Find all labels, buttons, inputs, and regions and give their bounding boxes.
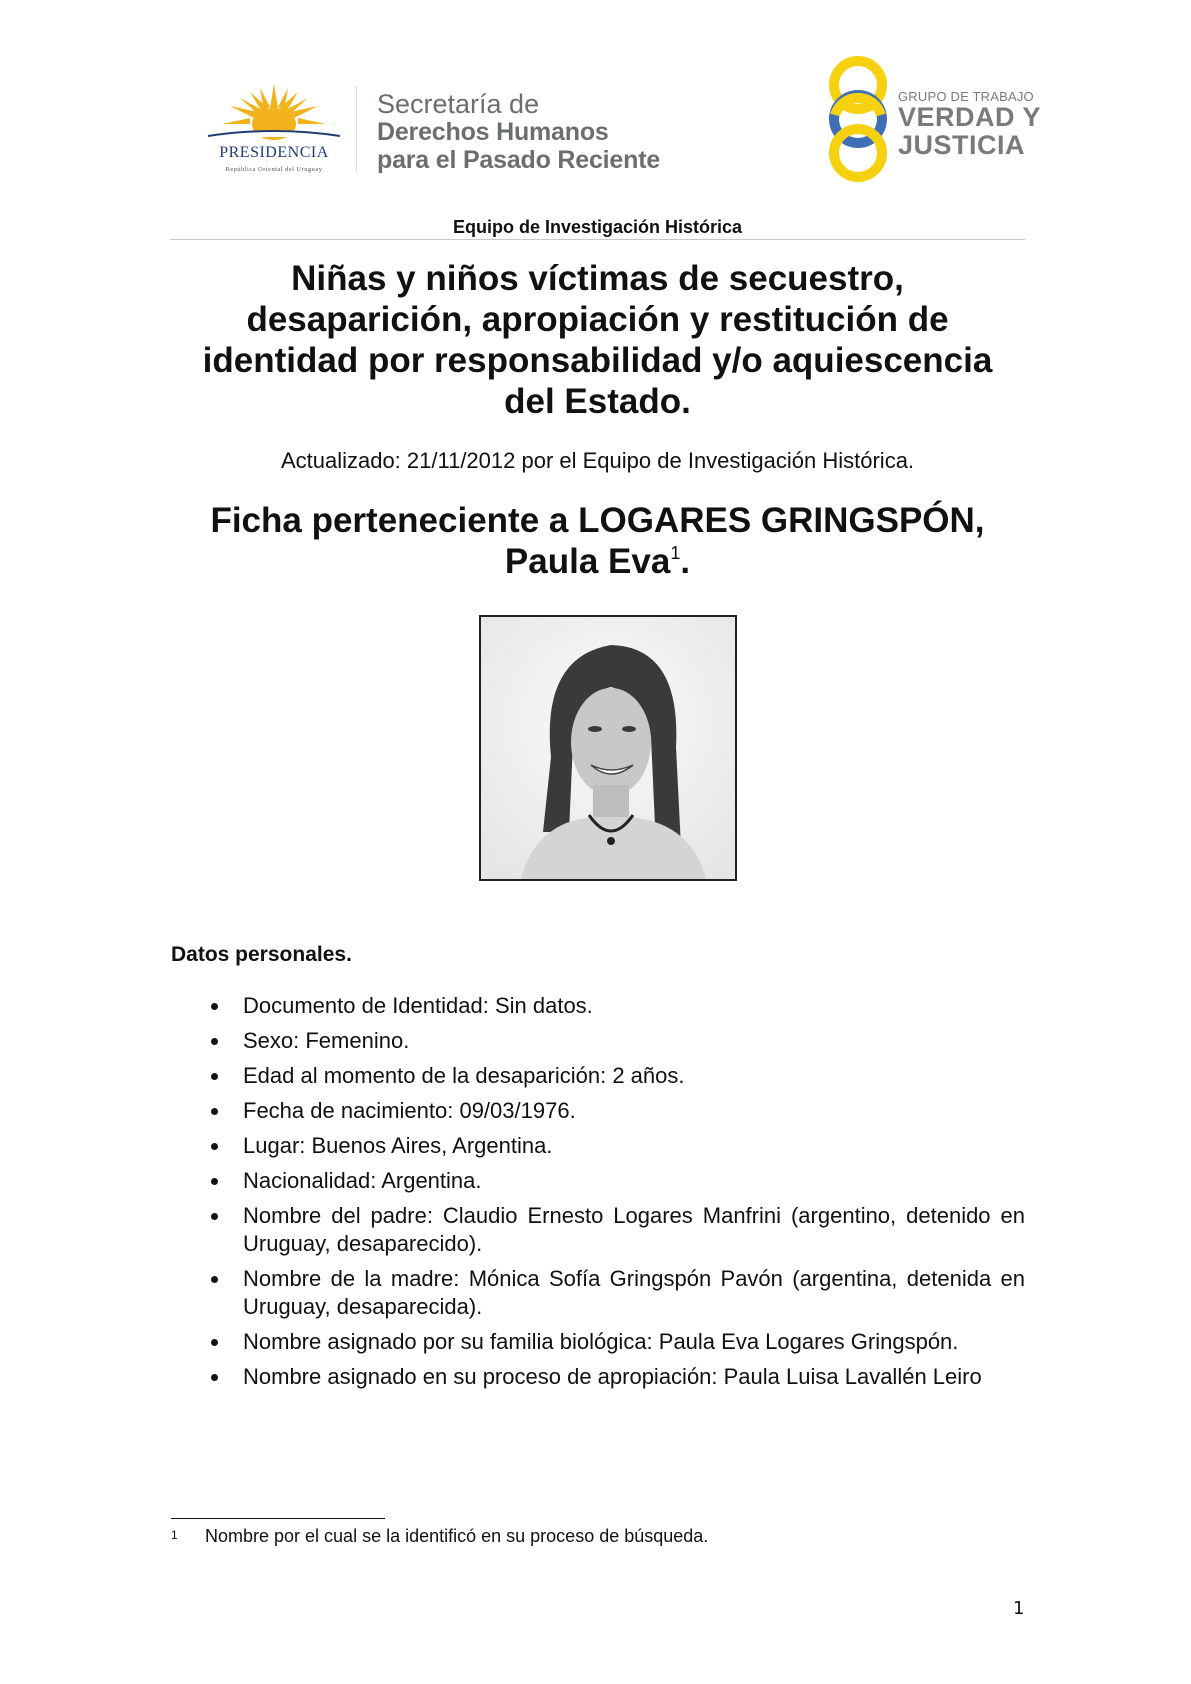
rings-icon bbox=[822, 55, 894, 183]
header-divider bbox=[356, 86, 357, 172]
title-line: Niñas y niños víctimas de secuestro, bbox=[291, 259, 904, 298]
document-title bbox=[170, 258, 1025, 422]
secretaria-line3: para el Pasado Reciente bbox=[377, 146, 661, 174]
team-heading: Equipo de Investigación Histórica bbox=[452, 217, 743, 237]
presidencia-subtitle: República Oriental del Uruguay bbox=[225, 166, 323, 173]
ficha-name: Paula Eva bbox=[504, 542, 671, 581]
presidencia-logo bbox=[198, 80, 350, 180]
vyj-line1: VERDAD Y bbox=[898, 102, 1042, 132]
verdad-justicia-logo bbox=[822, 55, 1042, 183]
list-item: Edad al momento de la desaparición: 2 años. bbox=[205, 1062, 1025, 1090]
list-item: Fecha de nacimiento: 09/03/1976. bbox=[205, 1097, 1025, 1125]
list-item: Sexo: Femenino. bbox=[205, 1027, 1025, 1055]
title-line: desaparición, apropiación y restitución de bbox=[246, 300, 949, 339]
footnote-number: 1 bbox=[171, 1528, 178, 1542]
list-item: Nacionalidad: Argentina. bbox=[205, 1167, 1025, 1195]
team-rule bbox=[170, 239, 1025, 240]
list-item: Nombre asignado en su proceso de apropiación: Paula Luisa Lavallén Leiro bbox=[205, 1363, 1025, 1391]
list-item: Nombre del padre: Claudio Ernesto Logares Manfrini (argentino, detenido en Uruguay, desaparecido). bbox=[205, 1202, 1025, 1258]
sun-emblem-icon bbox=[198, 80, 350, 146]
page-number: 1 bbox=[1013, 1598, 1025, 1619]
secretaria-line1: Secretaría de bbox=[377, 89, 540, 119]
ficha-line1: Ficha perteneciente a LOGARES GRINGSPÓN, bbox=[210, 501, 985, 540]
title-line: del Estado. bbox=[504, 382, 691, 421]
portrait-photo bbox=[479, 615, 737, 881]
updated-line: Actualizado: 21/11/2012 por el Equipo de Investigación Histórica. bbox=[280, 448, 915, 473]
list-item: Lugar: Buenos Aires, Argentina. bbox=[205, 1132, 1025, 1160]
footnote-reference[interactable]: 1 bbox=[670, 543, 681, 563]
secretaria-line2: Derechos Humanos bbox=[377, 118, 609, 146]
presidencia-wordmark: PRESIDENCIA bbox=[219, 144, 329, 161]
personal-data-list bbox=[205, 992, 1025, 1398]
ficha-period: . bbox=[680, 542, 691, 581]
ficha-line2 bbox=[170, 541, 1025, 582]
list-item: Nombre de la madre: Mónica Sofía Gringspón Pavón (argentina, detenida en Uruguay, desaparecida). bbox=[205, 1265, 1025, 1321]
secretaria-logo bbox=[377, 90, 660, 174]
vyj-small-text: GRUPO DE TRABAJO bbox=[898, 89, 1034, 104]
vyj-line2: JUSTICIA bbox=[898, 130, 1026, 160]
list-item: Nombre asignado por su familia biológica: Paula Eva Logares Gringspón. bbox=[205, 1328, 1025, 1356]
title-line: identidad por responsabilidad y/o aquiescencia bbox=[202, 341, 993, 380]
list-item: Documento de Identidad: Sin datos. bbox=[205, 992, 1025, 1020]
ficha-title bbox=[170, 500, 1025, 582]
footnote-text: Nombre por el cual se la identificó en su proceso de búsqueda. bbox=[205, 1526, 709, 1546]
personal-data-heading: Datos personales. bbox=[171, 943, 352, 966]
footnote-rule bbox=[171, 1518, 385, 1519]
